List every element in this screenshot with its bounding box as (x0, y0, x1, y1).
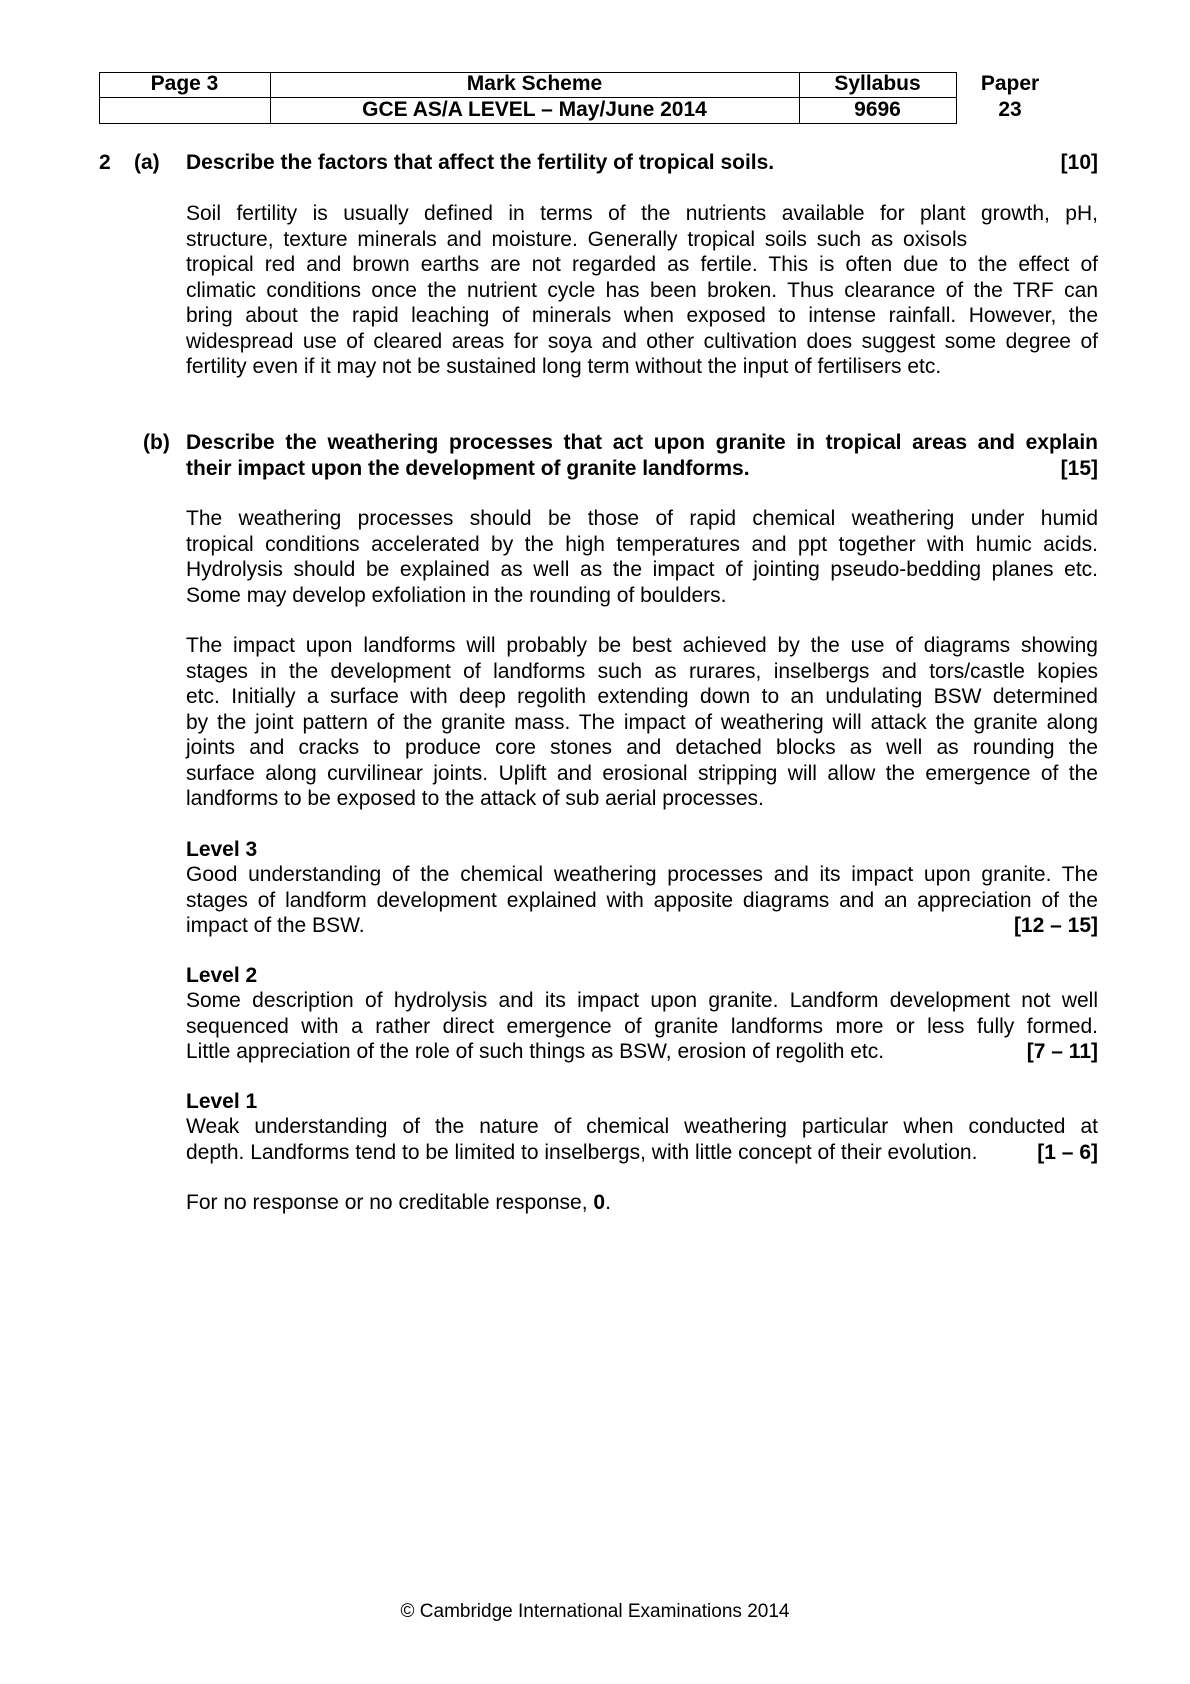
part-b-label: (b) (143, 431, 170, 454)
no-response-text: For no response or no creditable response, (186, 1191, 588, 1214)
part-a-prompt (186, 150, 1098, 176)
descriptor-line: sequenced with a rather direct emergence of granite landforms more or less fully formed. (186, 1014, 1098, 1038)
answer-line: climatic conditions once the nutrient cycle has been broken. Thus clearance of the TRF can (186, 278, 1098, 302)
descriptor-line: Little appreciation of the role of such things as BSW, erosion of regolith etc. (186, 1040, 885, 1063)
answer-line: tropical conditions accelerated by the high temperatures and ppt together with humic acids. (186, 532, 1098, 556)
descriptor-line: Some description of hydrolysis and its impact upon granite. Landform development not well (186, 989, 1098, 1012)
answer-line: joints and cracks to produce core stones and detached blocks as well as rounding the (186, 736, 1098, 759)
syllabus-code: 9696 (854, 98, 901, 121)
answer-line: fertility even if it may not be sustained long term without the input of fertilisers etc. (186, 355, 942, 378)
level-2-heading: Level 2 (186, 964, 258, 987)
header-table (99, 72, 1064, 124)
exam-session: GCE AS/A LEVEL – May/June 2014 (362, 98, 707, 121)
part-b-prompt-line: Describe the weathering processes that act upon granite in tropical areas and explain (186, 431, 1098, 454)
descriptor-line: impact of the BSW. (186, 914, 365, 937)
part-a-prompt-text: Describe the factors that affect the fertility of tropical soils. (186, 151, 775, 174)
level-3-mark-range: [12 – 15] (1013, 914, 1098, 937)
syllabus-label: Syllabus (834, 72, 921, 95)
level-3-heading: Level 3 (186, 838, 258, 861)
part-b-prompt (186, 430, 1098, 481)
descriptor-line: depth. Landforms tend to be limited to inselbergs, with little concept of their evolution. (186, 1140, 978, 1164)
answer-line: by the joint pattern of the granite mass. The impact of weathering will attack the granite along (186, 710, 1098, 734)
answer-line: Soil fertility is usually defined in terms of the nutrients available for plant growth, pH, (186, 202, 1098, 225)
answer-line: The weathering processes should be those of rapid chemical weathering under humid (186, 507, 1098, 530)
part-b-prompt-line: their impact upon the development of granite landforms. (186, 456, 750, 480)
part-b-paragraph-1 (186, 506, 1098, 608)
level-3-descriptor (186, 862, 1098, 939)
answer-line: widespread use of cleared areas for soya and other cultivation does suggest some degree of (186, 329, 1098, 353)
paper-label: Paper (980, 72, 1040, 95)
answer-line: Hydrolysis should be explained as well as the impact of jointing pseudo-bedding planes etc. (186, 558, 1098, 581)
no-response-mark: 0 (593, 1191, 606, 1214)
level-2-mark-range: [7 – 11] (1026, 1040, 1098, 1063)
no-response-note (186, 1190, 1098, 1216)
descriptor-line: Good understanding of the chemical weathering processes and its impact upon granite. The (186, 863, 1098, 886)
answer-line: structure, texture minerals and moisture. Generally tropical soils such as oxisols (186, 227, 968, 251)
copyright-footer: © Cambridge International Examinations 2014 (400, 1601, 790, 1622)
level-1-heading: Level 1 (186, 1090, 258, 1113)
level-1-descriptor (186, 1114, 1098, 1165)
answer-line: bring about the rapid leaching of minerals when exposed to intense rainfall. However, the (186, 304, 1098, 327)
answer-line: stages in the development of landforms such as rurares, inselbergs and tors/castle kopies (186, 659, 1098, 683)
answer-line: tropical red and brown earths are not regarded as fertile. This is often due to the effect of (186, 253, 1098, 276)
part-a-answer (186, 201, 1098, 380)
level-2-descriptor (186, 988, 1098, 1065)
answer-line: Some may develop exfoliation in the rounding of boulders. (186, 583, 727, 607)
paper-number: 23 (998, 98, 1022, 121)
answer-line: surface along curvilinear joints. Uplift and erosional stripping will allow the emergence of the (186, 761, 1098, 785)
answer-line: The impact upon landforms will probably be best achieved by the use of diagrams showing (186, 634, 1098, 657)
no-response-end: . (605, 1191, 611, 1214)
descriptor-line: stages of landform development explained with apposite diagrams and an appreciation of the (186, 888, 1098, 912)
descriptor-line: Weak understanding of the nature of chemical weathering particular when conducted at (186, 1115, 1098, 1138)
answer-line: etc. Initially a surface with deep regolith extending down to an undulating BSW determined (186, 685, 1098, 708)
part-b-paragraph-2 (186, 633, 1098, 812)
part-a-marks: [10] (1060, 151, 1098, 174)
question-number: 2 (99, 151, 111, 174)
part-a-label: (a) (134, 151, 160, 174)
level-1-mark-range: [1 – 6] (1037, 1140, 1098, 1164)
page-number: Page 3 (150, 72, 219, 95)
document-title: Mark Scheme (466, 72, 603, 95)
answer-line: landforms to be exposed to the attack of sub aerial processes. (186, 787, 764, 810)
part-b-marks: [15] (1060, 456, 1098, 480)
